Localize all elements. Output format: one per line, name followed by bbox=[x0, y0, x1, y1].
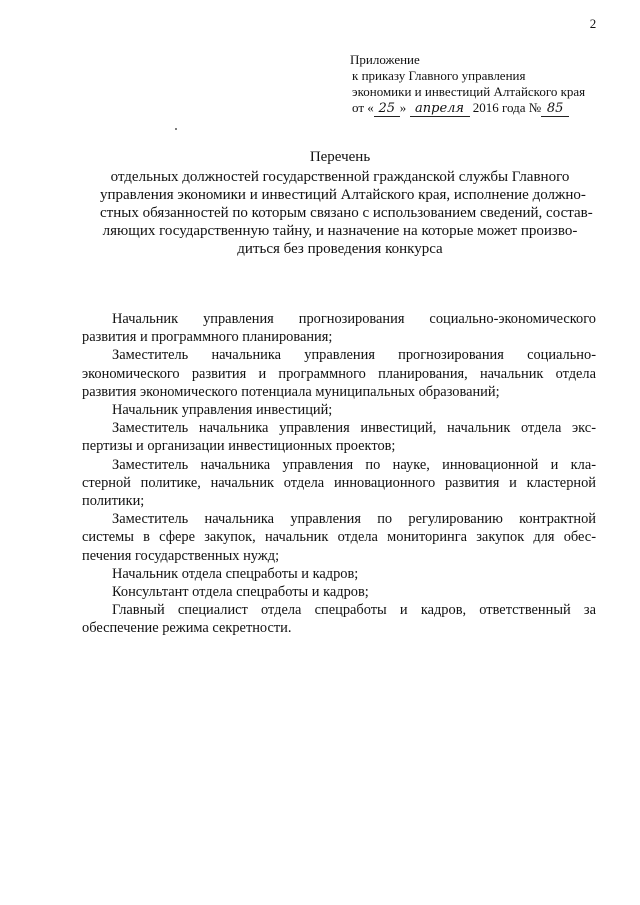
list-item-line: развития и программного планирования; bbox=[82, 329, 333, 346]
list-item-line: Заместитель начальника управления по регулированию контрактной bbox=[112, 511, 596, 528]
subtitle-line: диться без проведения конкурса bbox=[237, 241, 443, 257]
list-item bbox=[82, 601, 596, 637]
handwritten-month: апреля bbox=[410, 102, 470, 117]
list-item bbox=[82, 565, 596, 583]
subtitle-line: ляющих государственную тайну, и назначение на которые может произво- bbox=[102, 223, 578, 239]
list-item-line: экономического развития и программного планирования, начальник отдела bbox=[82, 365, 596, 382]
appendix-label: Приложение bbox=[350, 52, 420, 67]
list-item bbox=[82, 310, 596, 346]
appendix-order-ref: к приказу Главного управления bbox=[352, 68, 526, 83]
page-number: 2 bbox=[589, 16, 597, 31]
list-item bbox=[82, 456, 596, 511]
list-item-line: системы в сфере закупок, начальник отдела мониторинга закупок для обес- bbox=[82, 529, 596, 546]
scan-speck bbox=[175, 128, 177, 130]
positions-list bbox=[82, 310, 596, 638]
list-item-line: Начальник отдела спецработы и кадров; bbox=[112, 565, 359, 582]
list-item-line: Заместитель начальника управления прогнозирования социально- bbox=[112, 347, 596, 364]
date-prefix: от « bbox=[352, 100, 374, 115]
subtitle-line: отдельных должностей государственной гражданской службы Главного bbox=[110, 169, 570, 185]
list-item-line: политики; bbox=[82, 493, 145, 510]
document-subtitle bbox=[100, 168, 593, 258]
list-item-line: Консультант отдела спецработы и кадров; bbox=[112, 584, 369, 601]
handwritten-order-number: 85 bbox=[541, 102, 569, 117]
list-item-line: Начальник управления инвестиций; bbox=[112, 402, 333, 419]
list-item-line: Заместитель начальника управления по науке, инновационной и кла- bbox=[112, 456, 596, 473]
list-item-line: Заместитель начальника управления инвестиций, начальник отдела экс- bbox=[112, 420, 596, 437]
handwritten-day: 25 bbox=[374, 102, 400, 117]
appendix-department: экономики и инвестиций Алтайского края bbox=[352, 84, 586, 99]
list-item-line: Главный специалист отдела спецработы и кадров, ответственный за bbox=[112, 602, 596, 619]
document-title: Перечень bbox=[309, 149, 371, 165]
appendix-date-line bbox=[350, 100, 585, 117]
subtitle-line: стных обязанностей по которым связано с использованием сведений, состав- bbox=[100, 205, 593, 221]
list-item bbox=[82, 401, 596, 419]
list-item bbox=[82, 419, 596, 455]
list-item-line: пертизы и организации инвестиционных проектов; bbox=[82, 438, 396, 455]
appendix-header bbox=[350, 52, 585, 117]
list-item-line: печения государственных нужд; bbox=[82, 547, 280, 564]
list-item-line: развития экономического потенциала муниципальных образований; bbox=[82, 383, 500, 400]
list-item bbox=[82, 510, 596, 565]
date-year: 2016 года № bbox=[472, 100, 542, 115]
list-item-line: Начальник управления прогнозирования социально-экономического bbox=[112, 311, 596, 327]
date-mid: » bbox=[399, 100, 407, 115]
list-item-line: стерной политике, начальник отдела инновационного развития и кластерной bbox=[82, 474, 596, 491]
list-item-line: обеспечение режима секретности. bbox=[82, 620, 292, 637]
list-item bbox=[82, 346, 596, 401]
list-item bbox=[82, 583, 596, 601]
subtitle-line: управления экономики и инвестиций Алтайского края, исполнение должно- bbox=[100, 187, 586, 203]
